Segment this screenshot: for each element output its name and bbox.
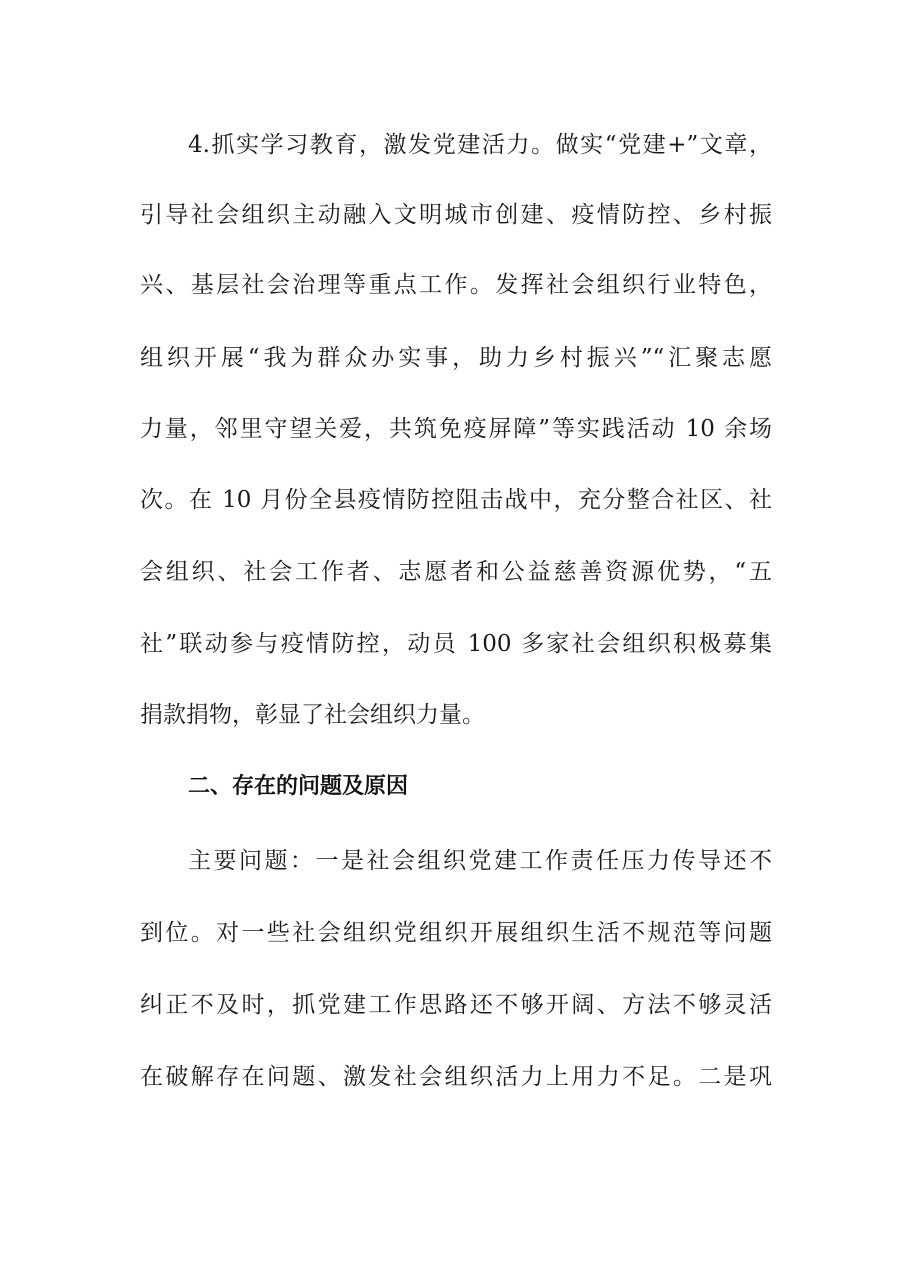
section-heading: 二、存在的问题及原因 — [188, 774, 409, 799]
paragraph-line: 力量，邻里守望关爱，共筑免疫屏障”等实践活动 10 余场 — [140, 416, 772, 442]
paragraph-line: 次。在 10 月份全县疫情防控阻击战中，充分整合社区、社 — [140, 487, 772, 513]
paragraph-line: 社”联动参与疫情防控，动员 100 多家社会组织积极募集 — [140, 631, 772, 657]
paragraph-line: 引导社会组织主动融入文明城市创建、疫情防控、乡村振 — [140, 202, 772, 228]
paragraph-line: 组织开展“我为群众办实事，助力乡村振兴”“汇聚志愿 — [140, 345, 772, 371]
paragraph-line: 4.抓实学习教育，激发党建活力。做实“党建+”文章， — [188, 132, 772, 158]
paragraph-line: 在破解存在问题、激发社会组织活力上用力不足。二是巩 — [140, 1064, 772, 1090]
paragraph-line: 主要问题：一是社会组织党建工作责任压力传导还不 — [188, 848, 772, 874]
paragraph-line: 纠正不及时，抓党建工作思路还不够开阔、方法不够灵活 — [140, 992, 772, 1018]
paragraph-line: 兴、基层社会治理等重点工作。发挥社会组织行业特色， — [140, 272, 772, 298]
paragraph-line: 会组织、社会工作者、志愿者和公益慈善资源优势，“五 — [140, 559, 772, 585]
paragraph-line: 捐款捐物，彰显了社会组织力量。 — [140, 702, 485, 728]
paragraph-line: 到位。对一些社会组织党组织开展组织生活不规范等问题 — [140, 920, 772, 946]
